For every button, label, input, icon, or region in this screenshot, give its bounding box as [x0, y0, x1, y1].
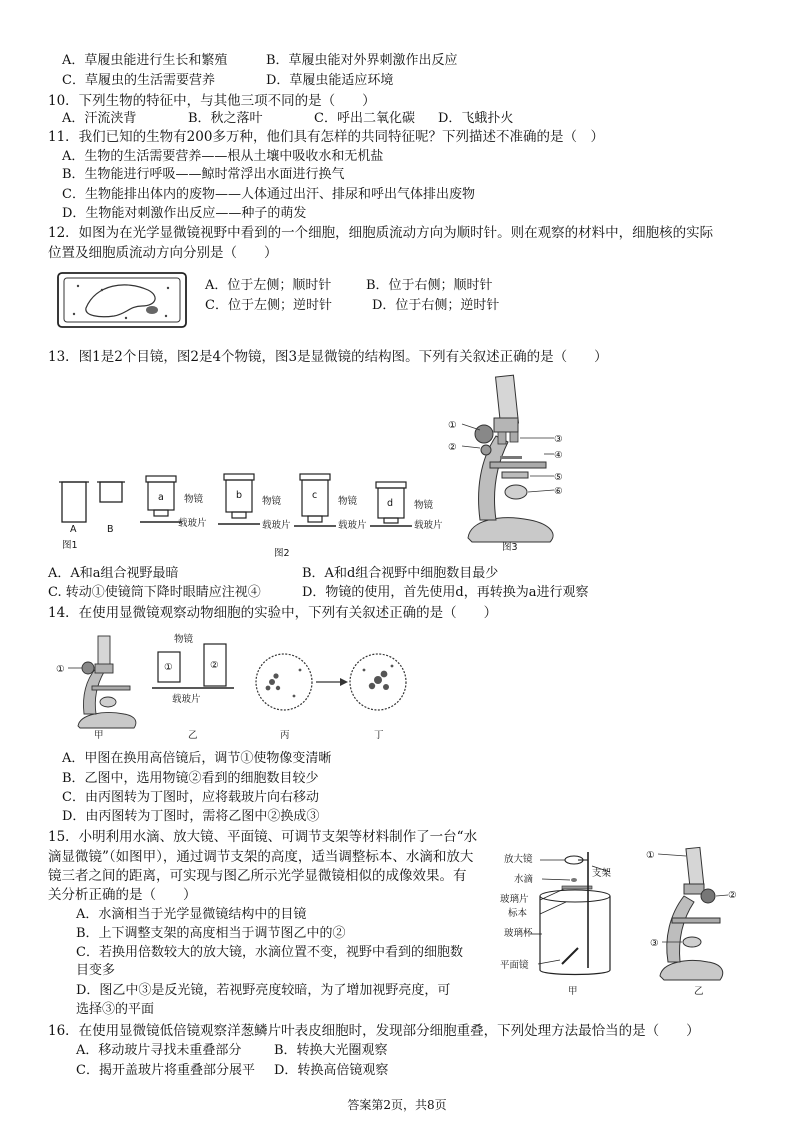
- page-footer: 答案第2页，共8页: [347, 1098, 447, 1112]
- q10-option-b: B．秋之落叶: [188, 111, 263, 126]
- microscope-nosepiece: [494, 418, 518, 432]
- q15-stem-line2: 滴显微镜”（如图甲），通过调节支架的高度，适当调整标本、水滴和放大: [48, 849, 474, 865]
- eyepiece-b-label: B: [107, 524, 114, 535]
- part-2-label: ②: [448, 442, 457, 453]
- q15-option-b: B．上下调整支架的高度相当于调节图乙中的②: [76, 926, 346, 941]
- q12-option-d: D．位于右侧；逆时针: [372, 298, 500, 313]
- q12-stem-line1: 12．如图为在光学显微镜视野中看到的一个细胞，细胞质流动方向为顺时针。则在观察的材料中，细胞核的实际: [48, 225, 714, 241]
- objective-d-letter: d: [387, 498, 394, 509]
- eyepiece-a: [62, 482, 86, 522]
- yi-part-2: ②: [728, 890, 737, 901]
- yi-stage: [672, 918, 720, 923]
- q13-option-c: C. 转动①使镜筒下降时眼睛应注视④: [48, 585, 261, 600]
- jia-water-label: 水滴: [514, 874, 534, 885]
- yi-part-3: ③: [650, 938, 659, 949]
- q15-stem-line4: 关分析正确的是（ ）: [48, 887, 197, 903]
- q14-jia-microscope: [78, 636, 136, 728]
- q11-option-b: B．生物能进行呼吸——鲸时常浮出水面进行换气: [62, 167, 345, 182]
- q14-bing-field: [256, 654, 312, 710]
- q14-option-c: C．由丙图转为丁图时，应将载玻片向右移动: [62, 790, 319, 805]
- objective-b-label: 物镜: [262, 496, 282, 507]
- yi-base: [660, 961, 723, 980]
- coarse-adjustment-knob: [475, 425, 493, 443]
- fig2-caption: 图2: [274, 548, 290, 559]
- part-4-label: ④: [554, 450, 563, 461]
- fine-adjustment-knob: [481, 445, 491, 455]
- q14-option-d: D．由丙图转为丁图时，需将乙图中②换成③: [62, 809, 320, 824]
- q12-stem-line2: 位置及细胞质流动方向分别是（ ）: [48, 245, 278, 261]
- fig3-caption: 图3: [502, 542, 518, 553]
- part-1-label: ①: [448, 420, 457, 431]
- q9-option-b: B．草履虫能对外界刺激作出反应: [266, 53, 458, 68]
- q14-option-a: A．甲图在换用高倍镜后，调节①使物像变清晰: [62, 751, 332, 766]
- q15-yi-caption: 乙: [694, 986, 704, 997]
- q9-option-a: A．草履虫能进行生长和繁殖: [62, 53, 228, 68]
- slide-d-label: 载玻片: [414, 520, 443, 531]
- microscope-base: [468, 518, 553, 542]
- yi-mirror: [683, 937, 701, 947]
- q14-stem: 14．在使用显微镜观察动物细胞的实验中，下列有关叙述正确的是（ ）: [48, 605, 498, 621]
- q14-yi-slide-label: 载玻片: [172, 694, 201, 705]
- q15-option-d-line2: 选择③的平面: [76, 1002, 155, 1017]
- q10-stem: 10．下列生物的特征中，与其他三项不同的是（ ）: [48, 93, 376, 109]
- part-5-label: ⑤: [554, 472, 563, 483]
- q12-option-b: B．位于右侧；顺时针: [366, 278, 493, 293]
- q14-figures: [54, 630, 454, 742]
- q10-option-a: A．汗流浃背: [62, 111, 137, 126]
- q11-option-a: A．生物的生活需要营养——根从土壤中吸收水和无机盐: [62, 149, 384, 164]
- plane-mirror: [562, 948, 578, 964]
- q13-option-b: B．A和d组合视野中细胞数目最少: [302, 566, 499, 581]
- q11-option-c: C．生物能排出体内的废物——人体通过出汗、排尿和呼出气体排出废物: [62, 187, 475, 202]
- slide-c-label: 载玻片: [338, 520, 367, 531]
- microscope-tube: [496, 375, 519, 425]
- slide-b-label: 载玻片: [262, 520, 291, 531]
- q14-jia-part-1: ①: [56, 664, 65, 675]
- q15-stem-line1: 15．小明利用水滴、放大镜、平面镜、可调节支架等材料制作了一台“水: [48, 829, 478, 845]
- objective-a-label: 物镜: [184, 494, 204, 505]
- jia-magnifier-label: 放大镜: [504, 854, 533, 865]
- q14-yi-objective-label: 物镜: [174, 634, 194, 645]
- q14-ding-label: 丁: [374, 730, 384, 741]
- q9-option-c: C．草履虫的生活需要营养: [62, 73, 215, 88]
- microscope-stage: [490, 462, 546, 468]
- jia-cup-label: 玻璃杯: [504, 928, 533, 939]
- objective-b-letter: b: [236, 490, 243, 501]
- q10-option-d: D．飞蛾扑火: [438, 111, 514, 126]
- yi-tube: [686, 847, 704, 888]
- jia-slide-label: 玻璃片: [500, 894, 529, 905]
- q12-option-a: A．位于左侧；顺时针: [205, 278, 332, 293]
- q12-option-c: C．位于左侧；逆时针: [205, 298, 332, 313]
- q15-option-d-line1: D．图乙中③是反光镜，若视野亮度较暗，为了增加视野亮度，可: [76, 983, 451, 998]
- q10-option-c: C．呼出二氧化碳: [314, 111, 415, 126]
- q14-bing-cells: [266, 669, 302, 698]
- yi-knob: [701, 889, 715, 903]
- q13-option-a: A．A和a组合视野最暗: [48, 566, 179, 581]
- q16-option-a: A．移动玻片寻找未重叠部分: [76, 1043, 242, 1058]
- q15-jia-figure: [500, 842, 630, 1000]
- part-6-label: ⑥: [554, 486, 563, 497]
- q13-stem: 13．图1是2个目镜，图2是4个物镜，图3是显微镜的结构图。下列有关叙述正确的是（ ）: [48, 349, 608, 365]
- q12-cell-figure: [56, 270, 190, 330]
- q15-option-c-line2: 目变多: [76, 963, 116, 978]
- q14-yi-label: 乙: [188, 730, 198, 741]
- q13-option-d: D．物镜的使用，首先使用d，再转换为a进行观察: [302, 585, 589, 600]
- q15-option-c-line1: C．若换用倍数较大的放大镜，水滴位置不变，视野中看到的细胞数: [76, 945, 463, 960]
- objective-c-letter: c: [312, 490, 318, 501]
- q15-jia-caption: 甲: [568, 986, 578, 997]
- q15-yi-figure: [642, 842, 742, 1000]
- q9-option-d: D．草履虫能适应环境: [266, 73, 394, 88]
- q14-bing-label: 丙: [280, 730, 290, 741]
- microscope-mirror: [505, 485, 527, 499]
- q11-stem: 11．我们已知的生物有200多万种，他们具有怎样的共同特征呢？下列描述不准确的是（ ）: [48, 129, 604, 145]
- q16-option-d: D．转换高倍镜观察: [274, 1063, 389, 1078]
- q15-option-a: A．水滴相当于光学显微镜结构中的目镜: [76, 907, 307, 922]
- q13-microscope-figure: [440, 370, 580, 552]
- q16-option-c: C．揭开盖玻片将重叠部分展平: [76, 1063, 255, 1078]
- jia-stand-label: 支架: [592, 868, 612, 879]
- q14-option-b: B．乙图中，选用物镜②看到的细胞数目较少: [62, 771, 319, 786]
- objective-c-label: 物镜: [338, 496, 358, 507]
- q14-ding-cells: [363, 665, 394, 690]
- q14-yi-part-2: ②: [210, 660, 219, 671]
- q14-jia-label: 甲: [94, 730, 104, 741]
- q15-stem-line3: 镜三者之间的距离，可实现与图乙所示光学显微镜相似的成像效果。有: [48, 868, 467, 884]
- yi-part-1: ①: [646, 850, 655, 861]
- q16-option-b: B．转换大光圈观察: [274, 1043, 388, 1058]
- water-drop: [571, 878, 577, 882]
- fig1-caption: 图1: [62, 540, 78, 551]
- objective-d-label: 物镜: [414, 500, 434, 511]
- eyepiece-a-label: A: [70, 524, 77, 535]
- q12-nucleus: [146, 306, 158, 314]
- yi-arm: [667, 896, 694, 962]
- q16-stem: 16．在使用显微镜低倍镜观察洋葱鳞片叶表皮细胞时，发现部分细胞重叠，下列处理方法最恰当的是（ ）: [48, 1023, 700, 1039]
- slide-a-label: 载玻片: [178, 518, 207, 529]
- part-3-label: ③: [554, 434, 563, 445]
- jia-specimen-label: 标本: [508, 908, 528, 919]
- jia-mirror-label: 平面镜: [500, 960, 529, 971]
- q11-option-d: D．生物能对刺激作出反应——种子的萌发: [62, 206, 307, 221]
- glass-cup: [540, 896, 610, 975]
- objective-a-letter: a: [158, 492, 164, 503]
- q13-lens-figures: [56, 468, 456, 560]
- eyepiece-b: [100, 482, 122, 502]
- q14-yi-part-1: ①: [164, 662, 173, 673]
